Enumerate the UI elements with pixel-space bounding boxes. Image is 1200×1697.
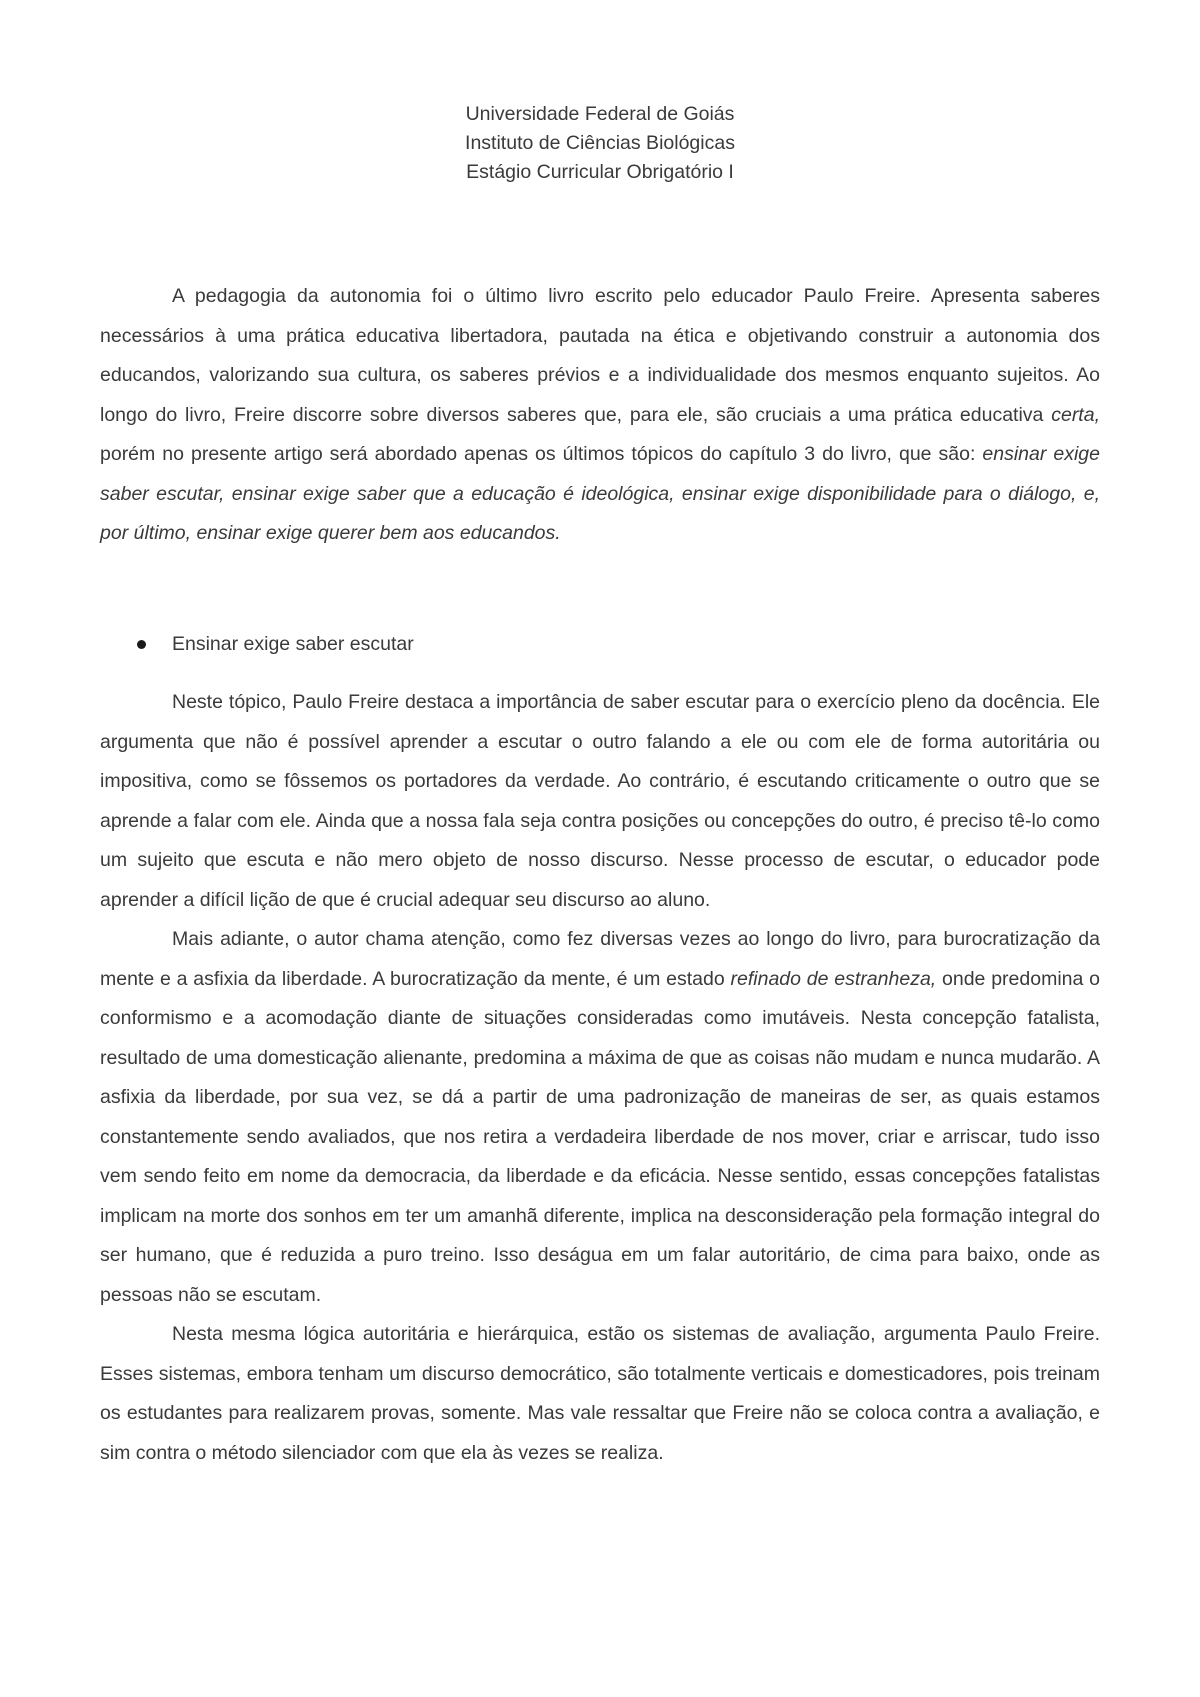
institute-name: Instituto de Ciências Biológicas: [465, 132, 735, 154]
paragraph-evaluation: Nesta mesma lógica autoritária e hierárquica, estão os sistemas de avaliação, argumenta Paulo Freire. Esses sistemas, embora tenham um discurso democrático, são totalmente verticais e domesticadores, pois treinam os estudantes para realizarem provas, somente. Mas vale ressaltar que Freire não se coloca contra a avaliação, e sim contra o método silenciador com que ela às vezes se realiza.: [100, 1323, 1100, 1464]
para3-text-part2: onde predomina o conformismo e a acomodação diante de situações consideradas como imutáveis. Nesta concepção fatalista, resultado de uma domesticação alienante, predomina a máxima de que as coisas não mudam e nunca mudarão. A asfixia da liberdade, por sua vez, se dá a partir de uma padronização de maneiras de ser, as quais estamos constantemente sendo avaliados, que nos retira a verdadeira liberdade de nos mover, criar e arriscar, tudo isso vem sendo feito em nome da democracia, da liberdade e da eficácia. Nesse sentido, essas concepções fatalistas implicam na morte dos sonhos em ter um amanhã diferente, implica na desconsideração pela formação integral do ser humano, que é reduzida a puro treino. Isso deságua em um falar autoritário, de cima para baixo, onde as pessoas não se escutam.: [100, 967, 1100, 1306]
intro-paragraph: [100, 277, 1100, 554]
intro-text-part2: porém no presente artigo será abordado apenas os últimos tópicos do capítulo 3 do livro, que são:: [100, 443, 983, 465]
bullet-dot-icon: [137, 640, 146, 649]
para3-text-part1: Mais adiante, o autor chama atenção, como fez diversas vezes ao longo do livro, para burocratização da mente e a asfixia da liberdade. A burocratização da mente, é um estado: [100, 928, 1100, 990]
main-section: [100, 683, 1100, 1473]
paragraph-bureaucratization: [100, 920, 1100, 1315]
bullet-item: [100, 625, 1100, 665]
intro-text-part1: A pedagogia da autonomia foi o último livro escrito pelo educador Paulo Freire. Apresenta saberes necessários à uma prática educativa libertadora, pautada na ética e objetivando construir a autonomia dos educandos, valorizando sua cultura, os saberes prévios e a individualidade dos mesmos enquanto sujeitos. Ao longo do livro, Freire discorre sobre diversos saberes que, para ele, são cruciais a uma prática educativa: [100, 285, 1100, 426]
course-name: Estágio Curricular Obrigatório I: [466, 161, 734, 183]
intro-section: [100, 277, 1100, 554]
university-name: Universidade Federal de Goiás: [465, 103, 735, 125]
intro-italic-topics: ensinar exige saber escutar, ensinar exige saber que a educação é ideológica, ensinar exige disponibilidade para o diálogo, e, por último, ensinar exige querer bem aos educandos.: [100, 443, 1100, 544]
bullet-list: [100, 625, 1100, 665]
intro-italic-certa: certa,: [1051, 403, 1100, 426]
document-header: [0, 100, 1200, 187]
para3-italic-refinado: refinado de estranheza,: [730, 967, 937, 990]
bullet-label: Ensinar exige saber escutar: [172, 633, 414, 655]
paragraph-listening: Neste tópico, Paulo Freire destaca a importância de saber escutar para o exercício pleno da docência. Ele argumenta que não é possível aprender a escutar o outro falando a ele ou com ele de forma autoritária ou impositiva, como se fôssemos os portadores da verdade. Ao contrário, é escutando criticamente o outro que se aprende a falar com ele. Ainda que a nossa fala seja contra posições ou concepções do outro, é preciso tê-lo como um sujeito que escuta e não mero objeto de nosso discurso. Nesse processo de escutar, o educador pode aprender a difícil lição de que é crucial adequar seu discurso ao aluno.: [100, 691, 1100, 911]
